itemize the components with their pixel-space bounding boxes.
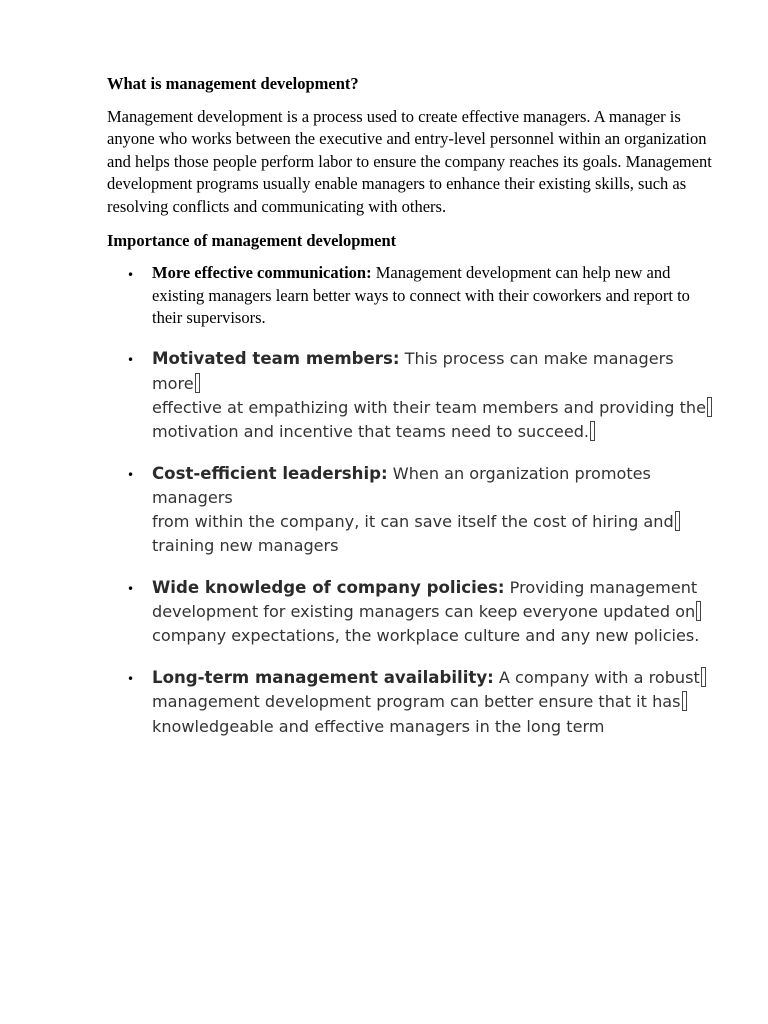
list-item-text: motivation and incentive that teams need to succeed.	[152, 422, 590, 442]
list-item-text: knowledgeable and effective managers in the long term	[152, 716, 605, 736]
list-item-text: Management development can help new and existing managers learn better ways to connect with their coworkers and report to their supervisors.	[152, 263, 690, 328]
list-item-title: Cost-efficient leadership:	[152, 463, 388, 483]
line-break-mark-icon	[701, 667, 706, 687]
list-item-text: development for existing managers can keep everyone updated on	[152, 602, 696, 622]
bullet-icon: •	[127, 672, 135, 687]
line-break-mark-icon	[675, 511, 680, 531]
line-break-mark-icon	[195, 373, 200, 393]
bullet-icon: •	[127, 268, 135, 283]
list-item-text: effective at empathizing with their team members and providing the	[152, 397, 707, 417]
list-item-text: from within the company, it can save itself the cost of hiring and	[152, 512, 674, 532]
bullet-icon: •	[127, 582, 135, 597]
line-break-mark-icon	[682, 691, 687, 711]
list-item-text: This process can make managers more	[152, 349, 674, 393]
list-item-title: Wide knowledge of company policies:	[152, 578, 505, 598]
list-item	[107, 262, 717, 330]
line-break-mark-icon	[707, 397, 712, 417]
list-item-text: management development program can better ensure that it has	[152, 692, 681, 712]
list-item	[107, 666, 717, 739]
heading-importance: Importance of management development	[107, 230, 397, 250]
line-break-mark-icon	[696, 601, 701, 621]
list-item-title: More effective communication:	[152, 263, 372, 283]
bullet-icon: •	[127, 353, 135, 368]
list-item-text: training new managers	[152, 536, 339, 556]
list-item	[107, 576, 717, 649]
intro-paragraph: Management development is a process used to create effective managers. A manager is anyone who works between the executive and entry-level personnel within an organization and helps those people perform labor to ensure the company reaches its goals. Management development programs usually enable managers to enhance their existing skills, such as resolving conflicts and communicating with others.	[107, 106, 712, 216]
list-item	[107, 347, 717, 444]
heading-what-is: What is management development?	[107, 74, 359, 93]
list-item-text: A company with a robust	[493, 668, 700, 688]
bullet-icon: •	[127, 467, 135, 482]
document-body	[107, 73, 717, 739]
list-item-text: Providing management	[504, 578, 698, 598]
list-item	[107, 462, 717, 559]
list-item-text: When an organization promotes managers	[152, 463, 651, 507]
line-break-mark-icon	[590, 421, 595, 441]
importance-list	[107, 262, 717, 739]
list-item-text: company expectations, the workplace culture and any new policies.	[152, 626, 700, 646]
list-item-title: Motivated team members:	[152, 349, 400, 369]
list-item-title: Long-term management availability:	[152, 668, 494, 688]
